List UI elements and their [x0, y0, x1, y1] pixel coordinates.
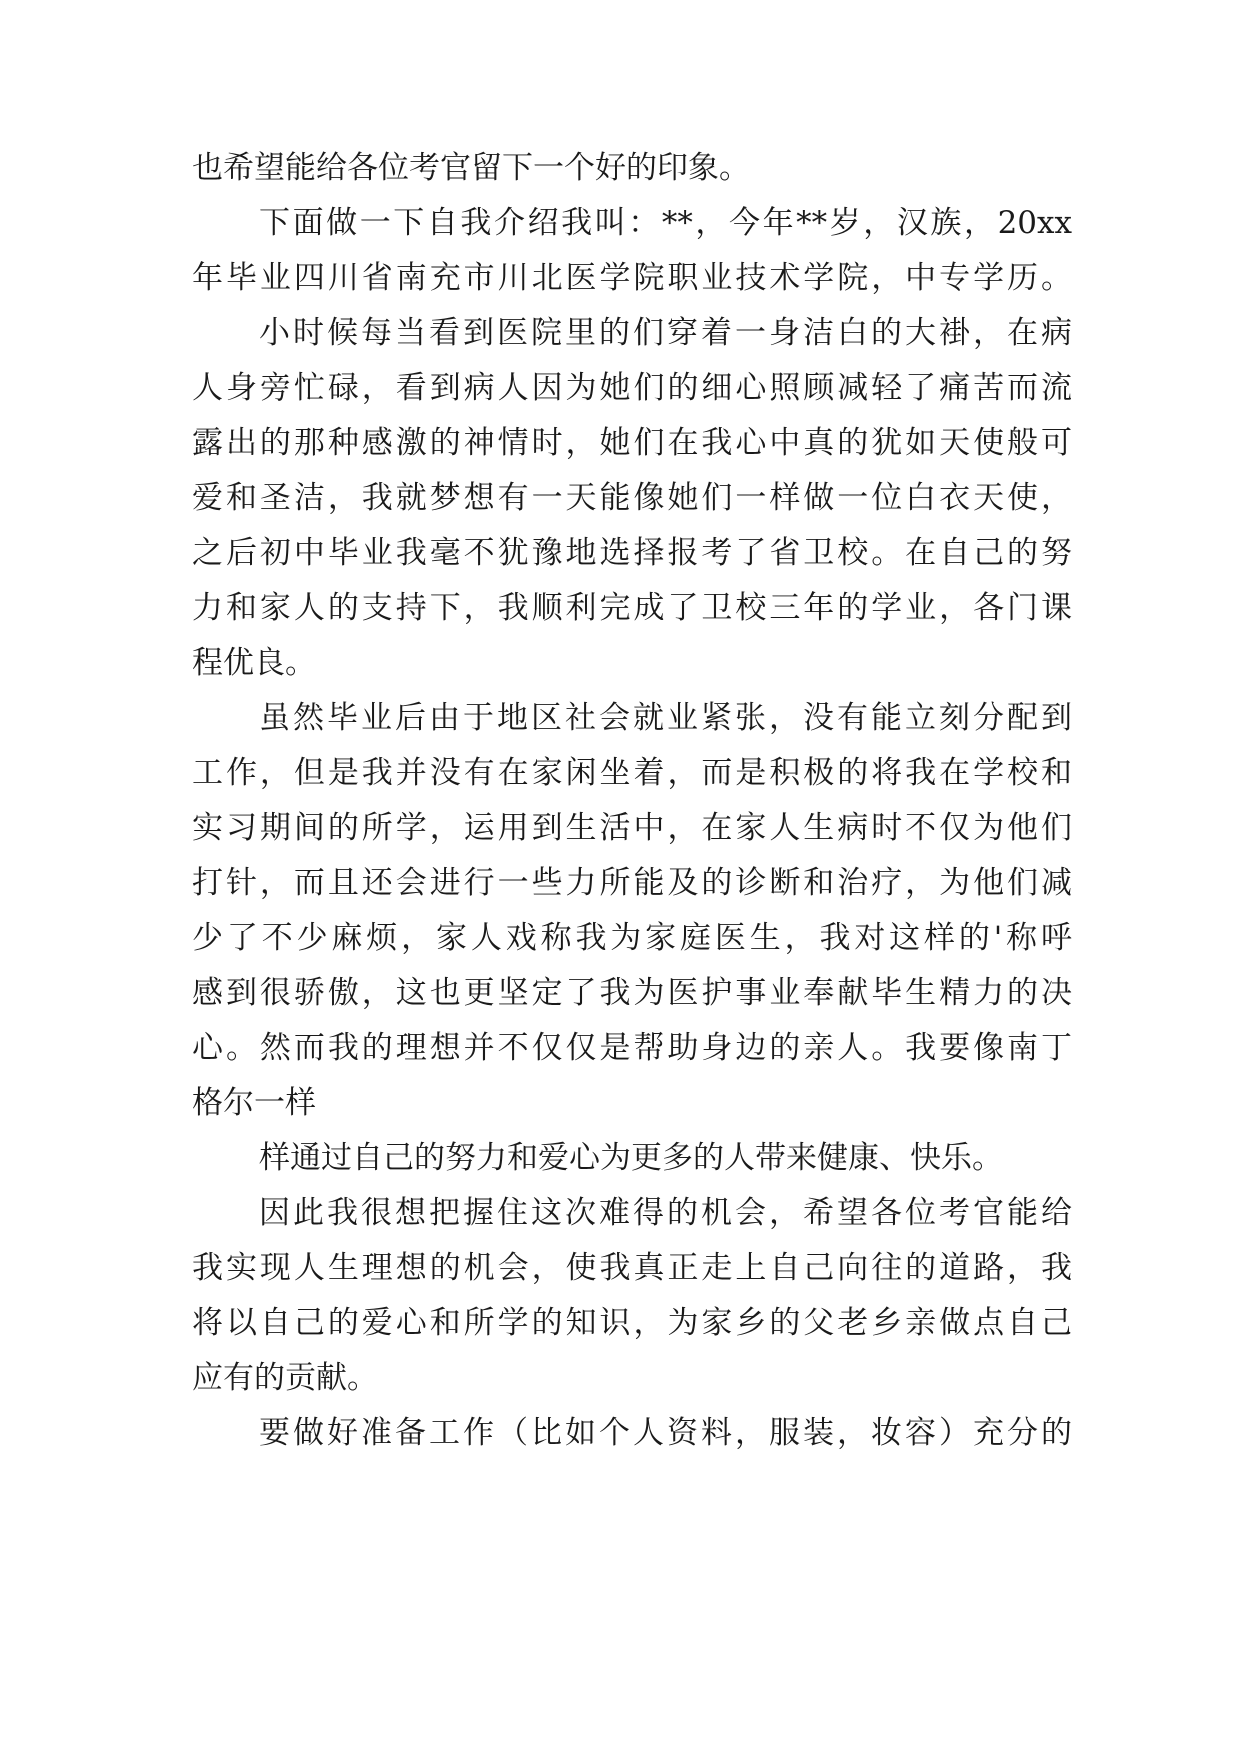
- text-line: 露出的那种感激的神情时，她们在我心中真的犹如天使般可: [192, 425, 1072, 461]
- text-line: 之后初中毕业我毫不犹豫地选择报考了省卫校。在自己的努: [192, 535, 1072, 571]
- text-line: 感到很骄傲，这也更坚定了我为医护事业奉献毕生精力的决: [192, 975, 1072, 1011]
- text-line: 程优良。: [192, 645, 316, 681]
- text-line: 力和家人的支持下，我顺利完成了卫校三年的学业，各门课: [192, 590, 1072, 626]
- text-line: 心。然而我的理想并不仅仅是帮助身边的亲人。我要像南丁: [192, 1030, 1072, 1066]
- text-line: 实习期间的所学，运用到生活中，在家人生病时不仅为他们: [192, 810, 1072, 846]
- text-line: 将以自己的爱心和所学的知识，为家乡的父老乡亲做点自己: [192, 1305, 1072, 1341]
- text-line: 人身旁忙碌，看到病人因为她们的细心照顾减轻了痛苦而流: [192, 370, 1072, 406]
- text-line: 少了不少麻烦，家人戏称我为家庭医生，我对这样的'称呼: [192, 920, 1072, 956]
- text-line: 小时候每当看到医院里的们穿着一身洁白的大褂，在病: [259, 315, 1072, 351]
- text-line: 格尔一样: [192, 1085, 316, 1121]
- text-line: 我实现人生理想的机会，使我真正走上自己向往的道路，我: [192, 1250, 1072, 1286]
- text-line: 应有的贡献。: [192, 1360, 378, 1396]
- text-line: 要做好准备工作（比如个人资料，服装，妆容）充分的: [259, 1415, 1072, 1451]
- text-line: 下面做一下自我介绍我叫：**，今年**岁，汉族，20xx: [259, 205, 1072, 241]
- text-line: 打针，而且还会进行一些力所能及的诊断和治疗，为他们减: [192, 865, 1072, 901]
- text-line: 样通过自己的努力和爱心为更多的人带来健康、快乐。: [259, 1140, 1003, 1176]
- text-line: 因此我很想把握住这次难得的机会，希望各位考官能给: [259, 1195, 1072, 1231]
- text-line: 也希望能给各位考官留下一个好的印象。: [192, 150, 750, 186]
- text-line: 虽然毕业后由于地区社会就业紧张，没有能立刻分配到: [259, 700, 1072, 736]
- text-line: 爱和圣洁，我就梦想有一天能像她们一样做一位白衣天使，: [192, 480, 1072, 516]
- text-line: 年毕业四川省南充市川北医学院职业技术学院，中专学历。: [192, 260, 1072, 296]
- text-line: 工作，但是我并没有在家闲坐着，而是积极的将我在学校和: [192, 755, 1072, 791]
